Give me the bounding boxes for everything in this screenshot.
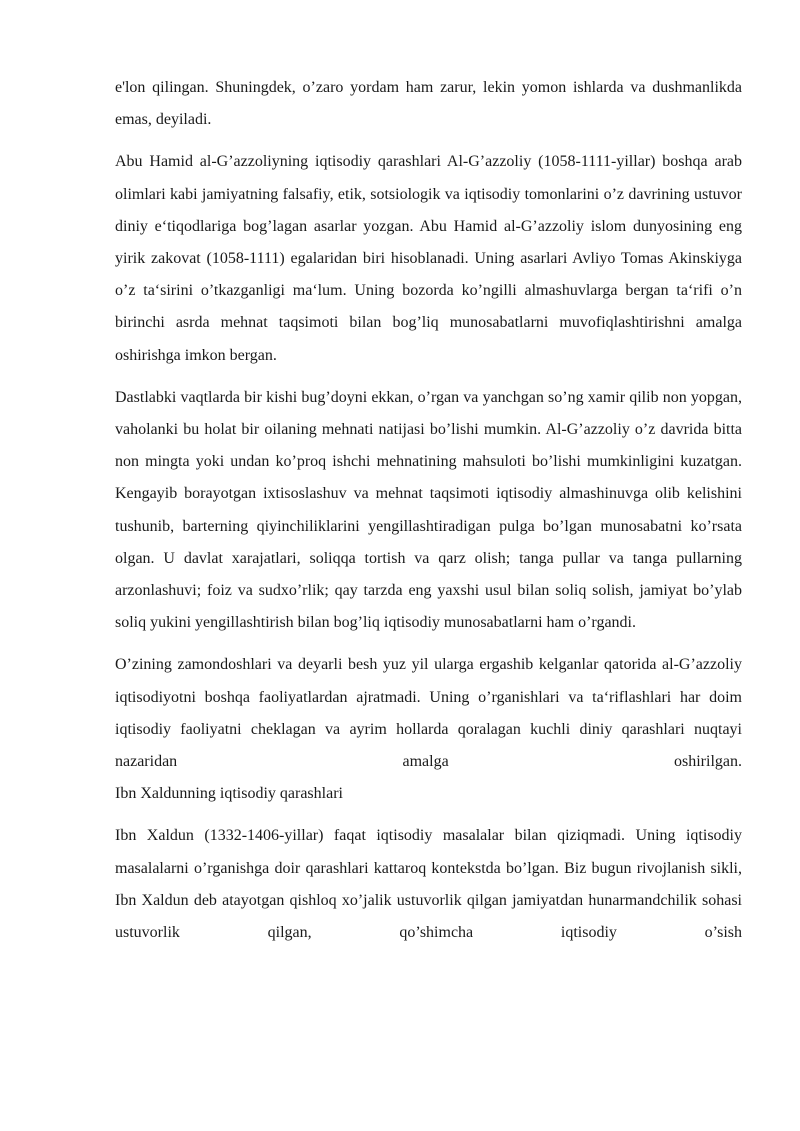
paragraph-3: Dastlabki vaqtlarda bir kishi bug’doyni ekkan, o’rgan va yanchgan so’ng xamir qilib non yopgan, vaholanki bu holat bir oilaning mehnati natijasi bo’lishi mumkin. Al-G’azzoliy o’z davrida bitta non mingta yoki undan ko’proq ishchi mehnatining mahsuloti bo’lishi mumkinligini kuzatgan. Kengayib borayotgan ixtisoslashuv va mehnat taqsimoti iqtisodiy almashinuvga olib kelishini tushunib, barterning qiyinchiliklarini yengillashtiradigan pulga bo’lgan munosabatni ko’rsata olgan. U davlat xarajatlari, soliqqa tortish va qarz olish; tanga pullar va tanga pullarning arzonlashuvi; foiz va sudxo’rlik; qay tarzda eng yaxshi usul bilan soliq solish, jamiyat bo’ylab soliq yukini yengillashtirish bilan bog’liq iqtisodiy munosabatlarni ham o’rgandi.: [115, 388, 742, 632]
paragraph-2: Abu Hamid al-G’azzoliyning iqtisodiy qarashlari Al-G’azzoliy (1058-1111-yillar) boshqa arab olimlari kabi jamiyatning falsafiy, etik, sotsiologik va iqtisodiy tomonlarini o’z davrining ustuvor diniy e‘tiqodlariga bog’lagan asarlar yozgan. Abu Hamid al-G’azzoliy islom dunyosining eng yirik zakovat (1058-1111) egalaridan biri hisoblanadi. Uning asarlari Avliyo Tomas Akinskiyga o’z ta‘sirini o’tkazganligi ma‘lum. Uning bozorda ko’ngilli almashuvlarga bergan ta‘rifi o’n birinchi asrda mehnat taqsimoti bilan bog’liq munosabatlarni muvofiqlashtirishni amalga oshirishga imkon bergan.: [115, 153, 742, 364]
paragraph-1: e'lon qilingan. Shuningdek, o’zaro yordam ham zarur, lekin yomon ishlarda va dushmanlikda emas, deyiladi.: [115, 79, 742, 129]
section-heading: Ibn Xaldunning iqtisodiy qarashlari: [115, 785, 343, 803]
paragraph-5: Ibn Xaldun (1332-1406-yillar) faqat iqtisodiy masalalar bilan qiziqmadi. Uning iqtisodiy masalalarni o’rganishga doir qarashlari kattaroq kontekstda bo’lgan. Biz bugun rivojlanish sikli, Ibn Xaldun deb atayotgan qishloq xo’jalik ustuvorlik qilgan jamiyatdan hunarmandchilik sohasi ustuvorlik qilgan, qo’shimcha iqtisodiy o’sish: [115, 827, 742, 942]
paragraph-4: O’zining zamondoshlari va deyarli besh yuz yil ularga ergashib kelganlar qatorida al-G’azzoliy iqtisodiyotni boshqa faoliyatlardan ajratmadi. Uning o’rganishlari va ta‘riflashlari har doim iqtisodiy faoliyatni cheklagan va ayrim hollarda qoralagan kuchli diniy qarashlari nuqtayi nazaridan amalga oshirilgan.: [115, 656, 742, 771]
document-page: [115, 72, 742, 959]
